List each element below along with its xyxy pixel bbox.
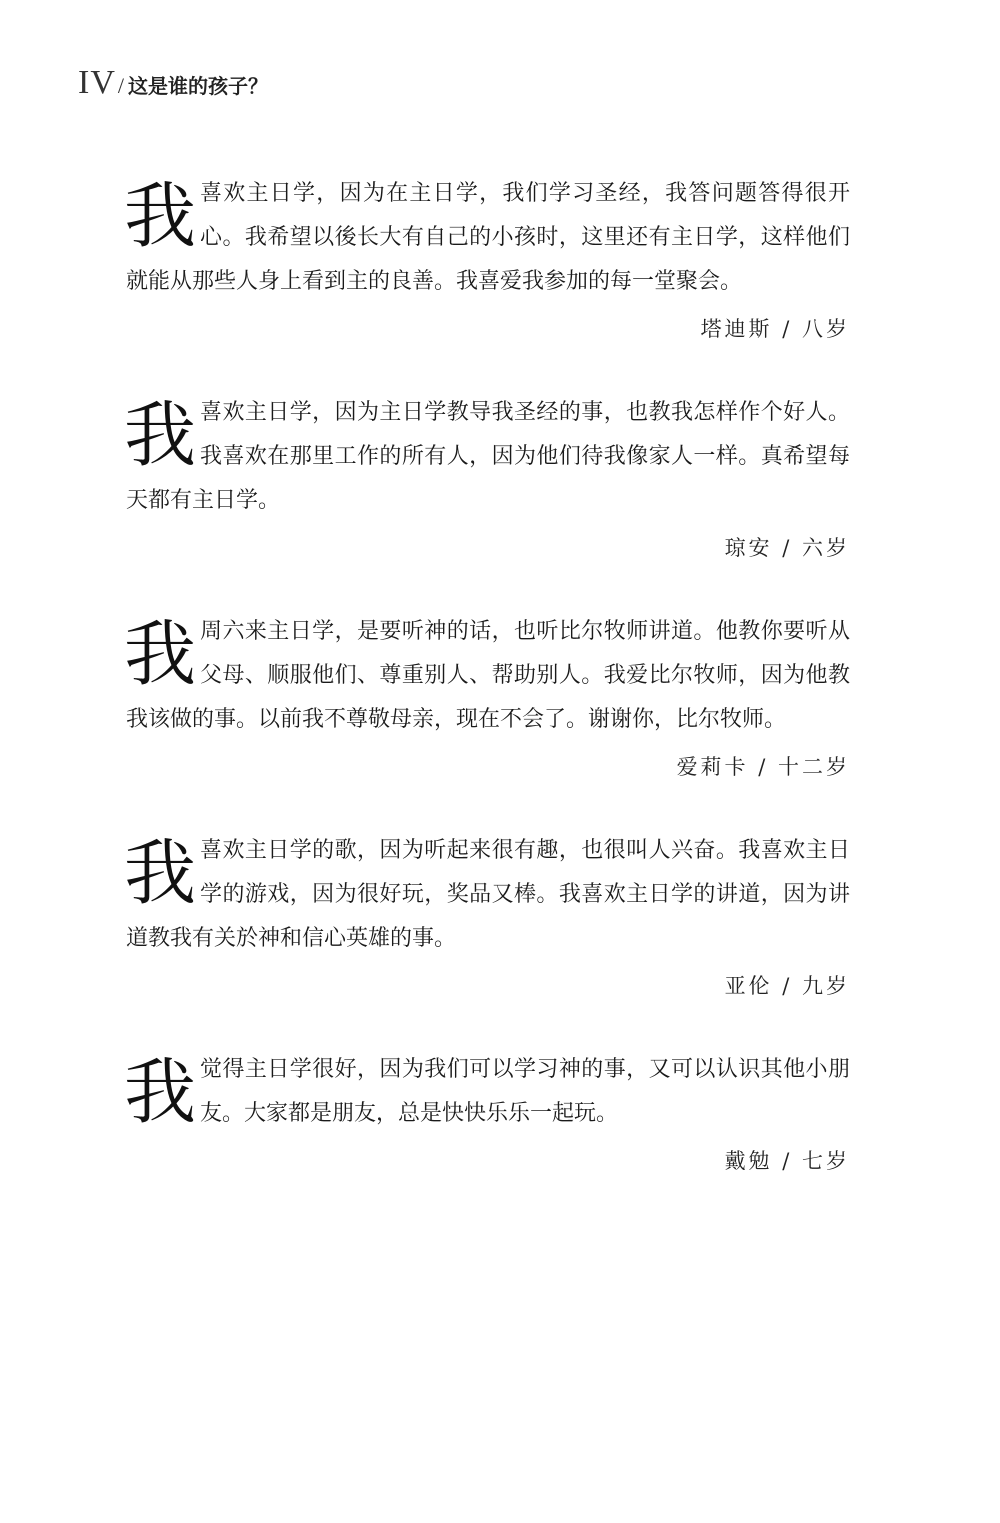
testimony-entry-4 [126, 829, 850, 1001]
entry-text: 喜欢主日学，因为在主日学，我们学习圣经，我答问题答得很开心。我希望以後长大有自己的小孩时，这里还有主日学，这样他们就能从那些人身上看到主的良善。我喜爱我参加的每一堂聚会。 [126, 181, 850, 294]
entry-attribution: 塔迪斯 / 八岁 [700, 317, 850, 341]
entry-text: 觉得主日学很好，因为我们可以学习神的事，又可以认识其他小朋友。大家都是朋友，总是快快乐乐一起玩。 [200, 1057, 850, 1126]
entry-text: 喜欢主日学，因为主日学教导我圣经的事，也教我怎样作个好人。我喜欢在那里工作的所有人，因为他们待我像家人一样。真希望每天都有主日学。 [126, 400, 850, 513]
testimony-entry-2 [126, 391, 850, 563]
drop-cap: 我 [124, 612, 197, 696]
entry-body [126, 172, 850, 304]
testimony-entry-3 [126, 610, 850, 782]
entry-text: 喜欢主日学的歌，因为听起来很有趣，也很叫人兴奋。我喜欢主日学的游戏，因为很好玩，奖品又棒。我喜欢主日学的讲道，因为讲道教我有关於神和信心英雄的事。 [126, 838, 850, 951]
drop-cap: 我 [124, 174, 197, 258]
testimony-entry-1 [126, 172, 850, 344]
entry-body [126, 610, 850, 742]
entry-attribution: 琼安 / 六岁 [724, 536, 850, 560]
entry-body [126, 829, 850, 961]
drop-cap: 我 [124, 1050, 197, 1134]
drop-cap: 我 [124, 831, 197, 915]
chapter-number: IV [78, 64, 116, 101]
testimony-entry-5 [126, 1048, 850, 1176]
entry-attribution: 戴勉 / 七岁 [724, 1149, 850, 1173]
entry-body [126, 1048, 850, 1136]
entry-attribution: 亚伦 / 九岁 [724, 974, 850, 998]
entry-body [126, 391, 850, 523]
entry-text: 周六来主日学，是要听神的话，也听比尔牧师讲道。他教你要听从父母、顺服他们、尊重别人、帮助别人。我爱比尔牧师，因为他教我该做的事。以前我不尊敬母亲，现在不会了。谢谢你，比尔牧师。 [126, 619, 850, 732]
drop-cap: 我 [124, 393, 197, 477]
entry-attribution: 爱莉卡 / 十二岁 [676, 755, 850, 779]
header-separator: / [117, 73, 125, 98]
chapter-title: 这是谁的孩子？ [128, 74, 269, 98]
page-header [78, 64, 268, 102]
